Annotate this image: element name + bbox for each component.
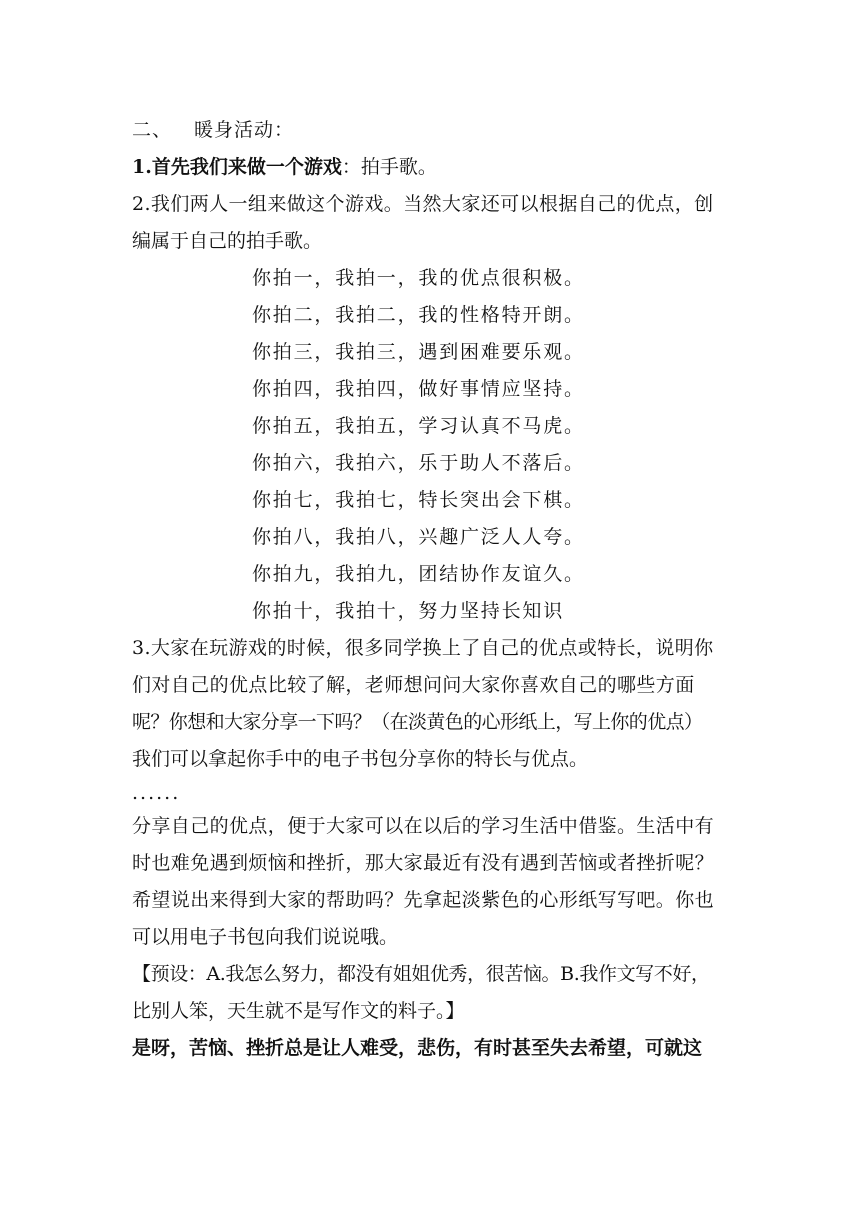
item-3-line-1: 3.大家在玩游戏的时候，很多同学换上了自己的优点或特长，说明你	[132, 637, 714, 659]
song-line-4: 你拍四，我拍四，做好事情应坚持。	[252, 378, 585, 400]
paragraph-line-1: 分享自己的优点，便于大家可以在以后的学习生活中借鉴。生活中有	[132, 815, 715, 837]
section-number: 二、	[132, 119, 173, 141]
item-1	[132, 149, 732, 186]
song-line-10: 你拍十，我拍十，努力坚持长知识	[252, 600, 565, 622]
song-line-5: 你拍五，我拍五，学习认真不马虎。	[252, 415, 585, 437]
paragraph-line-2: 时也难免遇到烦恼和挫折，那大家最近有没有遇到苦恼或者挫折呢？	[132, 852, 715, 874]
item-3-line-4: 我们可以拿起你手中的电子书包分享你的特长与优点。	[132, 748, 589, 770]
section-title: 暖身活动：	[194, 119, 295, 141]
ellipsis: ......	[132, 782, 181, 804]
paragraph-line-3: 希望说出来得到大家的帮助吗？先拿起淡紫色的心形纸写写吧。你也	[132, 889, 715, 911]
item-3-line-2: 们对自己的优点比较了解，老师想问问大家你喜欢自己的哪些方面	[132, 674, 695, 696]
closing-bold-line: 是呀，苦恼、挫折总是让人难受，悲伤，有时甚至失去希望，可就这	[132, 1037, 703, 1059]
song-line-9: 你拍九，我拍九，团结协作友谊久。	[252, 563, 585, 585]
song-line-7: 你拍七，我拍七，特长突出会下棋。	[252, 489, 585, 511]
section-heading	[132, 112, 732, 149]
song-line-3: 你拍三，我拍三，遇到困难要乐观。	[252, 341, 585, 363]
item-1-text: ：拍手歌。	[341, 156, 437, 178]
document-body	[132, 112, 732, 1067]
item-2-line-1: 2.我们两人一组来做这个游戏。当然大家还可以根据自己的优点，创	[132, 193, 714, 215]
item-3-line-3: 呢？你想和大家分享一下吗？（在淡黄色的心形纸上，写上你的优点）	[132, 711, 703, 733]
preset-line-1: 【预设：A.我怎么努力，都没有姐姐优秀，很苦恼。B.我作文写不好，	[132, 963, 710, 985]
song-line-1: 你拍一，我拍一，我的优点很积极。	[252, 267, 585, 289]
preset-line-2: 比别人笨，天生就不是写作文的料子。】	[132, 1000, 465, 1022]
paragraph-line-4: 可以用电子书包向我们说说哦。	[132, 926, 399, 948]
item-2-line-2: 编属于自己的拍手歌。	[132, 230, 323, 252]
song-line-8: 你拍八，我拍八，兴趣广泛人人夸。	[252, 526, 585, 548]
song-line-2: 你拍二，我拍二，我的性格特开朗。	[252, 304, 585, 326]
item-1-bold-text: 1.首先我们来做一个游戏	[132, 156, 342, 178]
song-line-6: 你拍六，我拍六，乐于助人不落后。	[252, 452, 585, 474]
